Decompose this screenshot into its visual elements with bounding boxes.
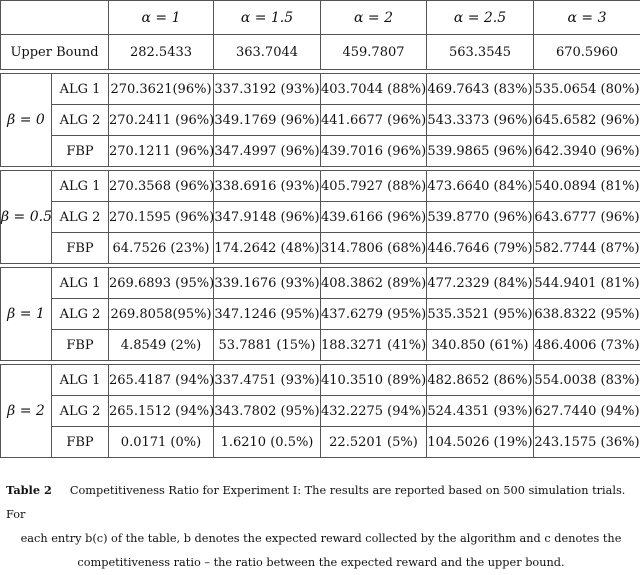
result-cell: 482.8652 (86%) [427, 365, 534, 396]
table-row [1, 202, 640, 233]
algorithm-label: FBP [52, 136, 109, 167]
result-cell: 544.9401 (81%) [534, 268, 640, 299]
result-cell: 642.3940 (96%) [534, 136, 640, 167]
result-cell: 410.3510 (89%) [321, 365, 427, 396]
result-cell: 343.7802 (95%) [214, 396, 321, 427]
result-cell: 643.6777 (96%) [534, 202, 640, 233]
result-cell: 340.850 (61%) [427, 330, 534, 361]
table-row [1, 74, 640, 105]
result-cell: 349.1769 (96%) [214, 105, 321, 136]
caption-text-1: Competitiveness Ratio for Experiment I: The results are reported based on 500 simulation trials. For [6, 484, 625, 521]
result-cell: 432.2275 (94%) [321, 396, 427, 427]
alpha-header: α = 3 [534, 1, 640, 35]
result-cell: 441.6677 (96%) [321, 105, 427, 136]
beta-label: β = 0 [1, 74, 52, 167]
alpha-header: α = 2.5 [427, 1, 534, 35]
result-cell: 104.5026 (19%) [427, 427, 534, 458]
result-cell: 270.1211 (96%) [109, 136, 214, 167]
caption-label: Table 2 [6, 483, 52, 497]
algorithm-label: FBP [52, 233, 109, 264]
algorithm-label: ALG 1 [52, 365, 109, 396]
result-cell: 627.7440 (94%) [534, 396, 640, 427]
result-cell: 188.3271 (41%) [321, 330, 427, 361]
result-cell: 645.6582 (96%) [534, 105, 640, 136]
result-cell: 469.7643 (83%) [427, 74, 534, 105]
table-caption [6, 478, 636, 575]
result-cell: 437.6279 (95%) [321, 299, 427, 330]
result-cell: 64.7526 (23%) [109, 233, 214, 264]
result-cell: 539.8770 (96%) [427, 202, 534, 233]
table-row [1, 136, 640, 167]
result-cell: 243.1575 (36%) [534, 427, 640, 458]
result-cell: 22.5201 (5%) [321, 427, 427, 458]
result-cell: 405.7927 (88%) [321, 171, 427, 202]
result-cell: 1.6210 (0.5%) [214, 427, 321, 458]
alpha-header: α = 1.5 [214, 1, 321, 35]
table-row [1, 105, 640, 136]
result-cell: 638.8322 (95%) [534, 299, 640, 330]
upper-bound-row [1, 35, 640, 70]
header-row [1, 1, 640, 35]
result-cell: 269.6893 (95%) [109, 268, 214, 299]
result-cell: 338.6916 (93%) [214, 171, 321, 202]
result-cell: 270.1595 (96%) [109, 202, 214, 233]
algorithm-label: ALG 2 [52, 396, 109, 427]
result-cell: 265.4187 (94%) [109, 365, 214, 396]
result-cell: 543.3373 (96%) [427, 105, 534, 136]
result-cell: 270.2411 (96%) [109, 105, 214, 136]
alpha-header: α = 2 [321, 1, 427, 35]
table-row [1, 299, 640, 330]
algorithm-label: ALG 1 [52, 268, 109, 299]
result-cell: 408.3862 (89%) [321, 268, 427, 299]
beta-label: β = 1 [1, 268, 52, 361]
table-row [1, 427, 640, 458]
caption-line-1 [6, 478, 636, 527]
result-cell: 270.3621(96%) [109, 74, 214, 105]
beta-label: β = 0.5 [1, 171, 52, 264]
result-cell: 439.7016 (96%) [321, 136, 427, 167]
result-cell: 446.7646 (79%) [427, 233, 534, 264]
result-cell: 539.9865 (96%) [427, 136, 534, 167]
result-cell: 269.8058(95%) [109, 299, 214, 330]
algorithm-label: FBP [52, 330, 109, 361]
result-cell: 270.3568 (96%) [109, 171, 214, 202]
result-cell: 439.6166 (96%) [321, 202, 427, 233]
upper-bound-value: 363.7044 [214, 35, 321, 70]
algorithm-label: ALG 1 [52, 74, 109, 105]
result-cell: 535.0654 (80%) [534, 74, 640, 105]
result-cell: 535.3521 (95%) [427, 299, 534, 330]
algorithm-label: ALG 2 [52, 299, 109, 330]
algorithm-label: ALG 1 [52, 171, 109, 202]
result-cell: 540.0894 (81%) [534, 171, 640, 202]
upper-bound-value: 670.5960 [534, 35, 640, 70]
table-row [1, 171, 640, 202]
algorithm-label: ALG 2 [52, 202, 109, 233]
result-cell: 4.8549 (2%) [109, 330, 214, 361]
table-row [1, 396, 640, 427]
result-cell: 339.1676 (93%) [214, 268, 321, 299]
upper-bound-value: 459.7807 [321, 35, 427, 70]
result-cell: 337.3192 (93%) [214, 74, 321, 105]
algorithm-label: ALG 2 [52, 105, 109, 136]
beta-label: β = 2 [1, 365, 52, 458]
caption-line-2: each entry b(c) of the table, b denotes the expected reward collected by the algorithm and c denotes the [6, 527, 636, 551]
result-cell: 347.1246 (95%) [214, 299, 321, 330]
caption-line-3: competitiveness ratio – the ratio between the expected reward and the upper bound. [6, 551, 636, 575]
result-cell: 53.7881 (15%) [214, 330, 321, 361]
result-cell: 337.4751 (93%) [214, 365, 321, 396]
alpha-header: α = 1 [109, 1, 214, 35]
table-row [1, 268, 640, 299]
result-cell: 265.1512 (94%) [109, 396, 214, 427]
result-cell: 554.0038 (83%) [534, 365, 640, 396]
header-corner-cell [1, 1, 109, 35]
result-cell: 473.6640 (84%) [427, 171, 534, 202]
result-cell: 174.2642 (48%) [214, 233, 321, 264]
table-row [1, 233, 640, 264]
result-cell: 314.7806 (68%) [321, 233, 427, 264]
result-cell: 524.4351 (93%) [427, 396, 534, 427]
result-cell: 403.7044 (88%) [321, 74, 427, 105]
table-row [1, 330, 640, 361]
upper-bound-label: Upper Bound [1, 35, 109, 70]
result-cell: 582.7744 (87%) [534, 233, 640, 264]
upper-bound-value: 282.5433 [109, 35, 214, 70]
result-cell: 0.0171 (0%) [109, 427, 214, 458]
result-cell: 477.2329 (84%) [427, 268, 534, 299]
algorithm-label: FBP [52, 427, 109, 458]
result-cell: 347.4997 (96%) [214, 136, 321, 167]
table-row [1, 365, 640, 396]
upper-bound-value: 563.3545 [427, 35, 534, 70]
result-cell: 347.9148 (96%) [214, 202, 321, 233]
result-cell: 486.4006 (73%) [534, 330, 640, 361]
